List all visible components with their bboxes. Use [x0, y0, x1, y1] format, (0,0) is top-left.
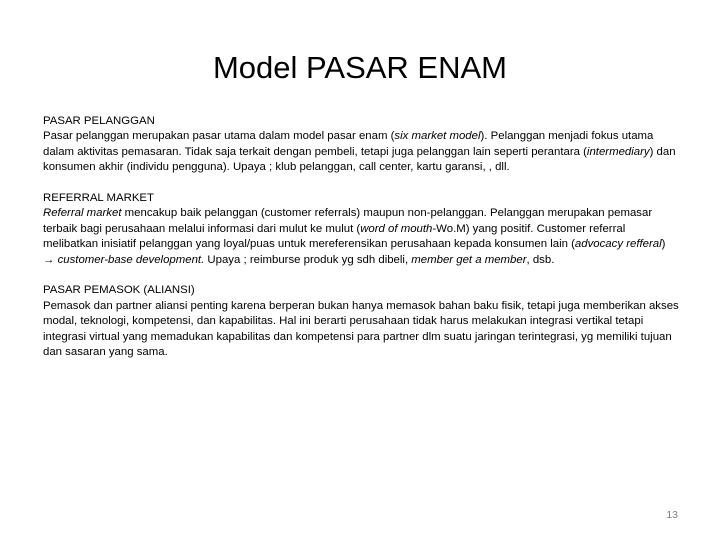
section-referral-market	[43, 191, 679, 268]
italic-text-run: six market model	[394, 130, 481, 143]
text-run: mencakup baik pelanggan (customer referrals) maupun non-pelanggan. Pelanggan merupakan pemasar terbaik bagi perusahaan melalui informasi dari mulut ke mulut (	[43, 207, 653, 235]
section-pasar-pemasok	[43, 283, 679, 360]
text-run: ). Pelanggan menjadi fokus utama dalam aktivitas pemasaran. Tidak saja terkait dengan pembeli, tetapi juga pelanggan lain seperti perantara (	[43, 130, 654, 158]
text-run: ) dan konsumen akhir (individu pengguna). Upaya ; klub pelanggan, call center, kartu garansi, , dll.	[43, 145, 676, 174]
section-body	[43, 299, 679, 361]
section-heading: PASAR PELANGGAN	[43, 115, 155, 127]
section-heading: PASAR PEMASOK (ALIANSI)	[43, 284, 195, 297]
italic-text-run: member get a member	[411, 253, 527, 266]
italic-text-run: word of mouth	[360, 222, 433, 235]
section-body	[43, 129, 679, 175]
italic-text-run: intermediary	[586, 145, 650, 158]
italic-text-run: Referral market	[43, 207, 122, 220]
italic-text-run: customer-base development.	[57, 253, 205, 266]
italic-text-run: advocacy refferal	[574, 238, 662, 251]
slide-title: Model PASAR ENAM	[212, 50, 507, 85]
text-run: -Wo.M) yang positif. Customer referral melibatkan inisiatif pelanggan yang loyal/puas untuk mereferensikan perusahaan kepada konsumen lain (	[43, 222, 626, 251]
text-run: Pasar pelanggan merupakan pasar utama dalam model pasar enam (	[43, 130, 395, 143]
section-heading: REFERRAL MARKET	[43, 192, 154, 205]
text-run: Upaya ; reimburse produk yg sdh dibeli,	[204, 253, 412, 266]
section-pasar-pelanggan	[43, 114, 679, 176]
slide-content	[43, 114, 679, 376]
text-run: Pemasok dan partner aliansi penting karena berperan bukan hanya memasok bahan baku fisik, tetapi juga memberikan akses modal, teknologi, kompetensi, dan kapabilitas. Hal ini berarti perusahaan tidak harus melakukan integrasi vertikal tetapi integrasi virtual yang memadukan kapabilitas dan kompetensi para partner dlm suatu jaringan terintegrasi, yg memiliki tujuan dan sasaran yang sama.	[43, 299, 679, 359]
text-run: ) →	[43, 238, 666, 266]
page-number: 13	[666, 509, 678, 521]
section-body	[43, 206, 679, 268]
text-run: , dsb.	[526, 253, 555, 266]
